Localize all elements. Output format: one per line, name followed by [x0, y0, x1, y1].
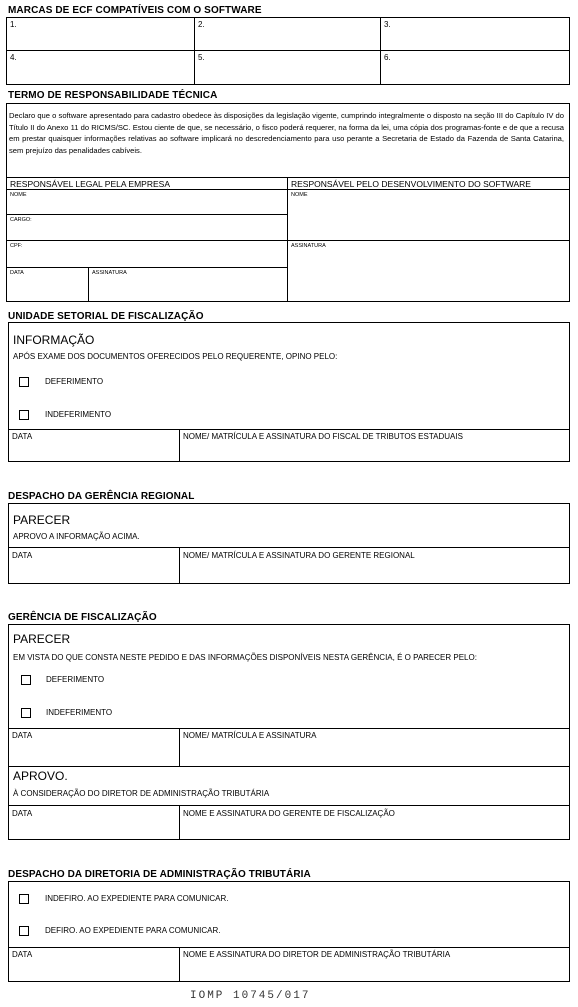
divider: [8, 547, 570, 548]
assinatura-software-field[interactable]: ASSINATURA: [291, 243, 326, 249]
divider: [179, 728, 180, 766]
gerencia-sign-field-2[interactable]: NOME E ASSINATURA DO GERENTE DE FISCALIZAÇÃO: [183, 809, 395, 818]
unidade-data-field[interactable]: DATA: [12, 432, 33, 441]
divider: [8, 766, 570, 767]
despacho-box: [8, 503, 570, 584]
deferimento-label: DEFERIMENTO: [45, 377, 104, 386]
divider: [6, 50, 570, 51]
defiro-checkbox[interactable]: [19, 926, 29, 936]
data-field[interactable]: DATA: [10, 270, 24, 276]
section-title-diretoria: DESPACHO DA DIRETORIA DE ADMINISTRAÇÃO TRIBUTÁRIA: [8, 869, 311, 880]
aprovo-heading: APROVO.: [13, 769, 68, 783]
gerencia-text: EM VISTA DO QUE CONSTA NESTE PEDIDO E DAS INFORMAÇÕES DISPONÍVEIS NESTA GERÊNCIA, É O PARECER PELO:: [13, 653, 477, 662]
marca-cell-3[interactable]: 3.: [384, 20, 391, 29]
divider: [380, 17, 381, 85]
section-title-gerencia: GERÊNCIA DE FISCALIZAÇÃO: [8, 612, 157, 623]
divider: [6, 267, 287, 268]
despacho-sign-field[interactable]: NOME/ MATRÍCULA E ASSINATURA DO GERENTE REGIONAL: [183, 551, 415, 560]
nome-field[interactable]: NOME: [10, 192, 27, 198]
divider: [8, 429, 570, 430]
indefiro-checkbox[interactable]: [19, 894, 29, 904]
indeferimento-checkbox[interactable]: [21, 708, 31, 718]
indefiro-label: INDEFIRO. AO EXPEDIENTE PARA COMUNICAR.: [45, 894, 229, 903]
marca-cell-4[interactable]: 4.: [10, 53, 17, 62]
parecer-heading: PARECER: [13, 513, 71, 527]
informacao-heading: INFORMAÇÃO: [13, 333, 95, 347]
diretoria-sign-field[interactable]: NOME E ASSINATURA DO DIRETOR DE ADMINISTRAÇÃO TRIBUTÁRIA: [183, 950, 451, 959]
diretoria-data-field[interactable]: DATA: [12, 950, 33, 959]
divider: [6, 177, 570, 178]
divider: [6, 214, 287, 215]
divider: [6, 189, 570, 190]
divider: [179, 547, 180, 584]
nome-software-field[interactable]: NOME: [291, 192, 308, 198]
indeferimento-label: INDEFERIMENTO: [45, 410, 112, 419]
unidade-text: APÓS EXAME DOS DOCUMENTOS OFERECIDOS PELO REQUERENTE, OPINO PELO:: [13, 352, 338, 361]
divider: [88, 267, 89, 302]
divider: [179, 429, 180, 462]
despacho-data-field[interactable]: DATA: [12, 551, 33, 560]
gerencia-data-field-2[interactable]: DATA: [12, 809, 33, 818]
gerencia-data-field[interactable]: DATA: [12, 731, 33, 740]
section-title-unidade: UNIDADE SETORIAL DE FISCALIZAÇÃO: [8, 311, 204, 322]
gerencia-text-2: À CONSIDERAÇÃO DO DIRETOR DE ADMINISTRAÇÃO TRIBUTÁRIA: [13, 789, 270, 798]
print-code: IOMP 10745/017: [190, 990, 311, 1002]
divider: [8, 947, 570, 948]
marca-cell-5[interactable]: 5.: [198, 53, 205, 62]
marca-cell-2[interactable]: 2.: [198, 20, 205, 29]
divider: [8, 728, 570, 729]
assinatura-field[interactable]: ASSINATURA: [92, 270, 127, 276]
section-title-despacho: DESPACHO DA GERÊNCIA REGIONAL: [8, 491, 195, 502]
section-title-termo: TERMO DE RESPONSABILIDADE TÉCNICA: [8, 90, 218, 101]
marca-cell-6[interactable]: 6.: [384, 53, 391, 62]
divider: [8, 805, 570, 806]
despacho-text: APROVO A INFORMAÇÃO ACIMA.: [13, 532, 140, 541]
parecer-heading: PARECER: [13, 632, 71, 646]
cargo-field[interactable]: CARGO:: [10, 217, 32, 223]
gerencia-sign-field[interactable]: NOME/ MATRÍCULA E ASSINATURA: [183, 731, 317, 740]
marca-cell-1[interactable]: 1.: [10, 20, 17, 29]
responsavel-legal-header: RESPONSÁVEL LEGAL PELA EMPRESA: [10, 179, 170, 189]
indeferimento-checkbox[interactable]: [19, 410, 29, 420]
marcas-grid: [6, 17, 570, 85]
indeferimento-label: INDEFERIMENTO: [46, 708, 113, 717]
unidade-sign-field[interactable]: NOME/ MATRÍCULA E ASSINATURA DO FISCAL DE TRIBUTOS ESTADUAIS: [183, 432, 463, 441]
defiro-label: DEFIRO. AO EXPEDIENTE PARA COMUNICAR.: [45, 926, 221, 935]
divider: [194, 17, 195, 85]
deferimento-label: DEFERIMENTO: [46, 675, 105, 684]
deferimento-checkbox[interactable]: [19, 377, 29, 387]
termo-text: Declaro que o software apresentado para cadastro obedece às disposições da legislação vigente, cumprindo integralmente o disposto na seção III do Capítulo IV do Título II do Anexo 11 do RICMS/SC. Estou ciente de que, se necessário, o fisco poderá requerer, na forma da lei, uma cópia dos programas-fonte e de que a recusa em prestar quaisquer informações relativas ao software implicará no descredenciamento para uso perante a Secretaria de Estado da Fazenda de Santa Catarina, sem prejuízo das penalidades cabíveis.: [9, 111, 564, 155]
divider: [179, 805, 180, 840]
responsavel-software-header: RESPONSÁVEL PELO DESENVOLVIMENTO DO SOFTWARE: [291, 179, 531, 189]
divider: [179, 947, 180, 982]
cpf-field[interactable]: CPF:: [10, 243, 23, 249]
section-title-marcas: MARCAS DE ECF COMPATÍVEIS COM O SOFTWARE: [8, 5, 262, 16]
divider: [6, 240, 570, 241]
deferimento-checkbox[interactable]: [21, 675, 31, 685]
